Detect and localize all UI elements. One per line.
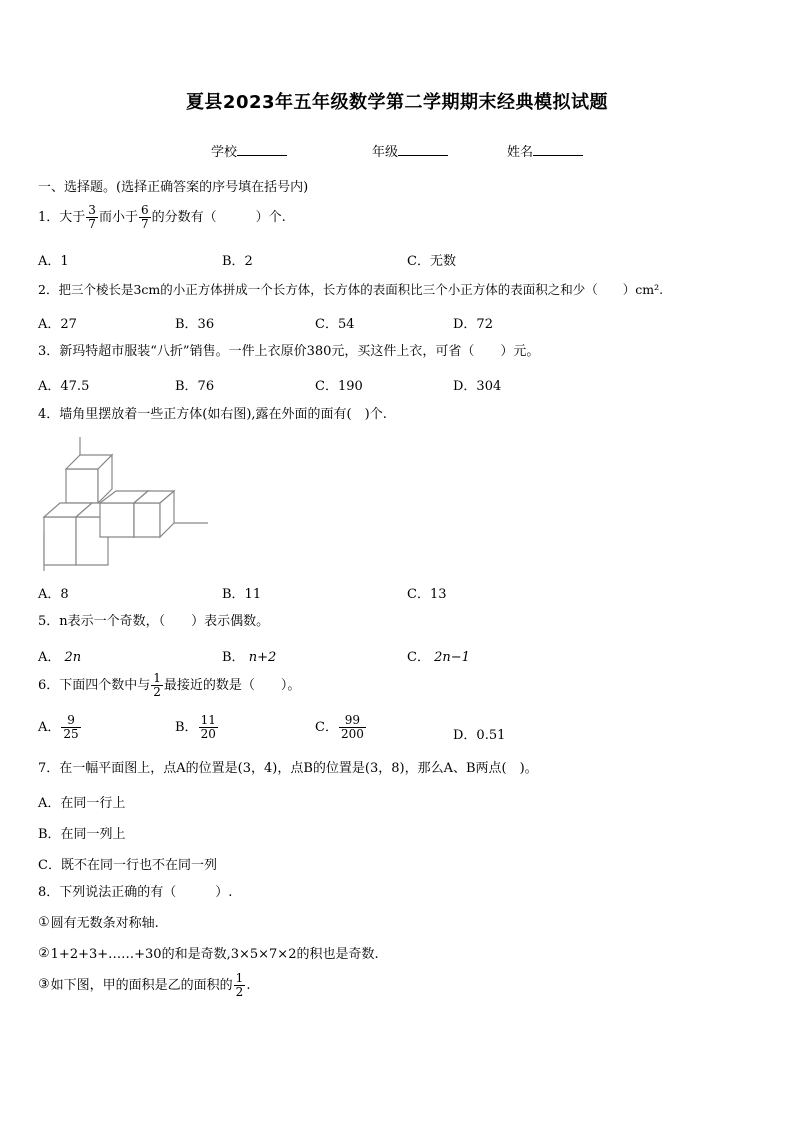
- denominator: 25: [63, 727, 79, 741]
- option-a[interactable]: A．27: [38, 317, 77, 332]
- statement-text: .: [246, 978, 251, 993]
- question-7: 7．在一幅平面图上，点A的位置是(3，4)，点B的位置是(3，8)，那么A、B两点( )。: [38, 761, 538, 776]
- option-b[interactable]: B．76: [175, 379, 215, 394]
- option-b[interactable]: B．36: [175, 317, 215, 332]
- option-c[interactable]: C．13: [407, 587, 447, 602]
- option-b[interactable]: B．11: [222, 587, 262, 602]
- grade-label: 年级: [372, 145, 399, 160]
- option-c[interactable]: C．54: [315, 317, 355, 332]
- option-a[interactable]: [38, 714, 82, 741]
- name-field: [507, 141, 583, 160]
- name-blank[interactable]: [533, 143, 583, 156]
- option-label: B．: [222, 650, 245, 665]
- option-a[interactable]: A．8: [38, 587, 69, 602]
- school-label: 学校: [211, 145, 238, 160]
- denominator: 200: [340, 727, 364, 741]
- question-text: 大于: [59, 210, 86, 225]
- option-label: A．: [38, 650, 61, 665]
- statement-2: [38, 947, 379, 963]
- option-c[interactable]: C．无数: [407, 254, 456, 269]
- school-blank[interactable]: [237, 143, 287, 156]
- option-d[interactable]: D．72: [453, 317, 493, 332]
- numerator: 1: [153, 671, 161, 685]
- option-c[interactable]: [315, 714, 367, 741]
- option-c[interactable]: [407, 646, 470, 665]
- question-text: 而小于: [98, 210, 138, 225]
- fraction: [199, 714, 218, 741]
- option-label: C．: [315, 720, 338, 735]
- option-c[interactable]: C．既不在同一行也不在同一列: [38, 858, 217, 873]
- question-2: 2．把三个棱长是3cm的小正方体拼成一个长方体，长方体的表面积比三个小正方体的表面积之和少（ ）cm².: [38, 282, 664, 297]
- option-label: A．: [38, 720, 61, 735]
- statement-number: ②: [38, 946, 50, 961]
- statement-3: [38, 972, 250, 999]
- option-expression: n+2: [248, 650, 277, 665]
- option-b[interactable]: B．2: [222, 254, 253, 269]
- fraction: [86, 204, 98, 231]
- question-3: 3．新玛特超市服装“八折”销售。一件上衣原价380元，买这件上衣，可省（ ）元。: [38, 344, 540, 359]
- denominator: 2: [153, 685, 161, 699]
- numerator: 3: [88, 203, 96, 217]
- fraction: [61, 714, 80, 741]
- option-b[interactable]: [175, 714, 219, 741]
- option-d[interactable]: D．304: [453, 379, 502, 394]
- option-label: B．: [175, 720, 198, 735]
- name-label: 姓名: [507, 145, 534, 160]
- option-expression: 2n−1: [434, 650, 470, 665]
- option-a[interactable]: [38, 646, 81, 665]
- fraction: [234, 972, 246, 999]
- statement-1: [38, 916, 159, 932]
- school-field: [211, 141, 287, 160]
- page-title: 夏县2023年五年级数学第二学期期末经典模拟试题: [185, 92, 609, 113]
- question-text: 的分数有（ ）个.: [151, 210, 286, 225]
- question-text: 最接近的数是（ ）。: [163, 678, 301, 693]
- statement-number: ③: [38, 977, 50, 992]
- grade-blank[interactable]: [398, 143, 448, 156]
- grade-field: [372, 141, 448, 160]
- question-6: [38, 672, 300, 699]
- statement-text: 圆有无数条对称轴.: [50, 916, 159, 931]
- option-a[interactable]: A．1: [38, 254, 69, 269]
- numerator: 6: [140, 203, 149, 217]
- numerator: 11: [200, 713, 216, 727]
- numerator: 99: [339, 714, 366, 728]
- option-d[interactable]: D．0.51: [453, 728, 506, 743]
- question-5: 5．n表示一个奇数，（ ）表示偶数。: [38, 614, 270, 629]
- question-8: 8．下列说法正确的有（ ）.: [38, 885, 233, 900]
- statement-text: 如下图，甲的面积是乙的面积的: [50, 978, 233, 993]
- denominator: 20: [200, 727, 216, 741]
- statement-text: 1+2+3+……+30的和是奇数,3×5×7×2的积也是奇数.: [50, 947, 379, 962]
- option-a[interactable]: A．在同一行上: [38, 796, 126, 811]
- fraction: [339, 714, 366, 741]
- option-expression: 2n: [64, 650, 82, 665]
- option-b[interactable]: B．在同一列上: [38, 827, 126, 842]
- denominator: 7: [140, 217, 149, 231]
- fraction: [151, 672, 163, 699]
- option-b[interactable]: [222, 646, 276, 665]
- question-number: 1．: [38, 210, 60, 225]
- denominator: 7: [88, 217, 96, 231]
- option-label: C．: [407, 650, 430, 665]
- fraction: [139, 204, 151, 231]
- option-a[interactable]: A．47.5: [38, 379, 90, 394]
- option-c[interactable]: C．190: [315, 379, 363, 394]
- section-heading: 一、选择题。(选择正确答案的序号填在括号内): [38, 180, 309, 195]
- cube-corner-figure: [36, 437, 212, 571]
- numerator: 9: [61, 714, 80, 728]
- numerator: 1: [235, 971, 244, 985]
- question-4: 4．墙角里摆放着一些正方体(如右图),露在外面的面有( )个.: [38, 407, 387, 422]
- statement-number: ①: [38, 915, 50, 930]
- question-text: 6．下面四个数中与: [38, 678, 151, 693]
- question-1: [38, 204, 286, 231]
- denominator: 2: [235, 985, 244, 999]
